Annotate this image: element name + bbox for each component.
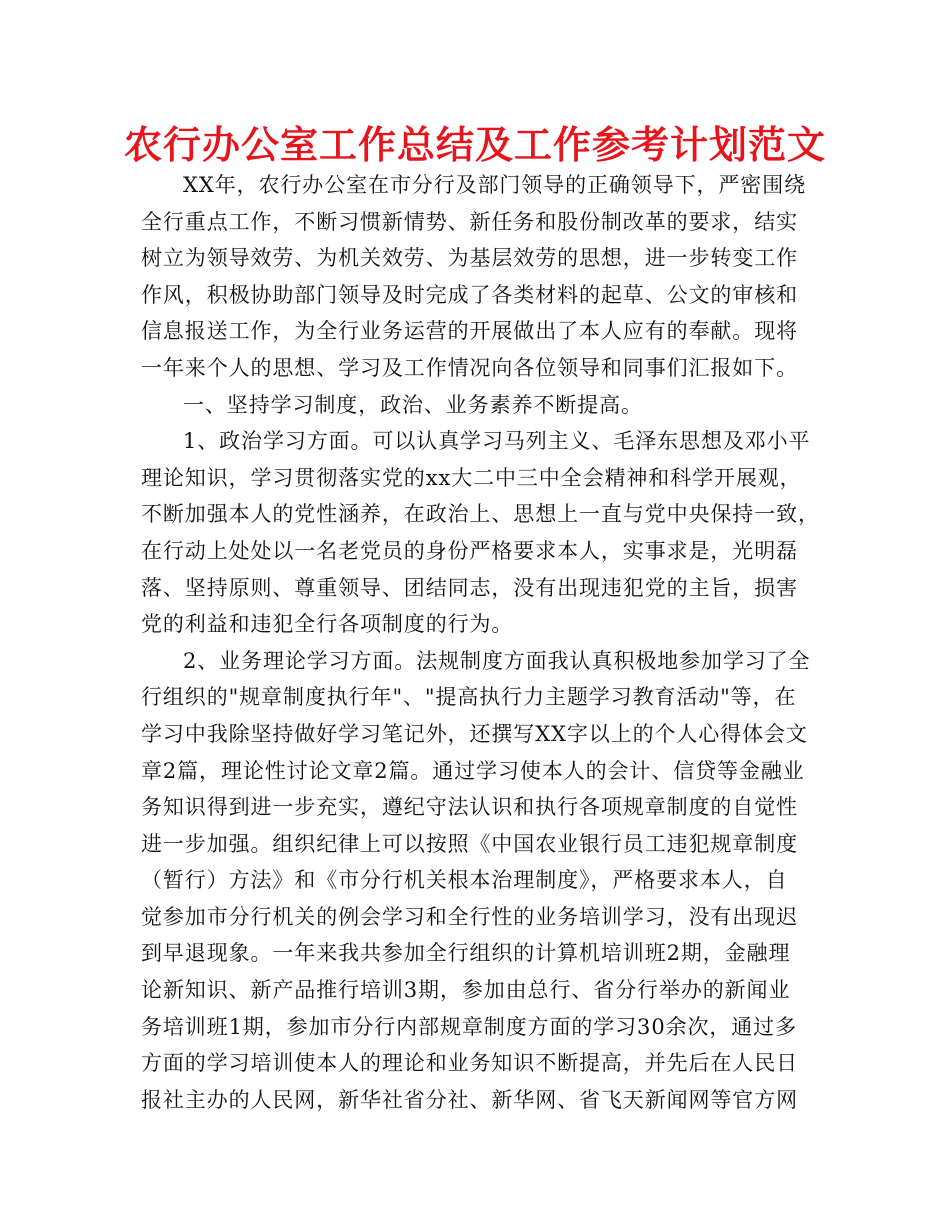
- paragraph-line: 全行重点工作，不断习惯新情势、新任务和股份制改革的要求，结实: [141, 209, 798, 234]
- paragraph-line: 方面的学习培训使本人的理论和业务知识不断提高，并先后在人民日: [141, 1051, 798, 1076]
- paragraph-line: 在行动上处处以一名老党员的身份严格要求本人，实事求是，光明磊: [141, 538, 798, 563]
- paragraph-line: 论新知识、新产品推行培训3期，参加由总行、省分行举办的新闻业: [141, 978, 791, 1003]
- paragraph-line: 务培训班1期，参加市分行内部规章制度方面的学习30余次，通过多: [141, 1014, 797, 1039]
- paragraph-line: 进一步加强。组织纪律上可以按照《中国农业银行员工违犯规章制度: [141, 831, 798, 856]
- paragraph-line: 章2篇，理论性讨论文章2篇。通过学习使本人的会计、信贷等金融业: [141, 758, 805, 783]
- paragraph-line: 1、政治学习方面。可以认真学习马列主义、毛泽东思想及邓小平: [183, 429, 811, 454]
- paragraph-line: 落、坚持原则、尊重领导、团结同志，没有出现违犯党的主旨，损害: [141, 575, 798, 600]
- paragraph-line: 觉参加市分行机关的例会学习和全行性的业务培训学习，没有出现迟: [141, 904, 798, 929]
- paragraph-line: 行组织的"规章制度执行年"、"提高执行力主题学习教育活动"等，在: [141, 685, 797, 710]
- paragraph-line: 到早退现象。一年来我共参加全行组织的计算机培训班2期，金融理: [141, 941, 791, 966]
- paragraph-line: 务知识得到进一步充实，遵纪守法认识和执行各项规章制度的自觉性: [141, 795, 798, 820]
- paragraph-line: 一年来个人的思想、学习及工作情况向各位领导和同事们汇报如下。: [141, 355, 798, 380]
- paragraph-line: 理论知识，学习贯彻落实党的xx大二中三中全会精神和科学开展观，: [141, 465, 802, 490]
- document-body: [141, 167, 820, 1118]
- paragraph-line: 2、业务理论学习方面。法规制度方面我认真积极地参加学习了全: [183, 648, 811, 673]
- paragraph-line: （暂行）方法》和《市分行机关根本治理制度》，严格要求本人，自: [141, 868, 788, 893]
- paragraph-line: 不断加强本人的党性涵养，在政治上、思想上一直与党中央保持一致，: [141, 502, 820, 527]
- paragraph-line: 树立为领导效劳、为机关效劳、为基层效劳的思想，进一步转变工作: [141, 246, 798, 271]
- paragraph-line: 党的利益和违犯全行各项制度的行为。: [141, 612, 514, 637]
- paragraph-line: 信息报送工作，为全行业务运营的开展做出了本人应有的奉献。现将: [141, 319, 798, 344]
- section-heading: 一、坚持学习制度，政治、业务素养不断提高。: [183, 392, 643, 417]
- paragraph-line: 报社主办的人民网，新华社省分社、新华网、省飞天新闻网等官方网: [141, 1087, 798, 1112]
- document-title: 农行办公室工作总结及工作参考计划范文: [123, 123, 826, 167]
- paragraph-line: 作风，积极协助部门领导及时完成了各类材料的起草、公文的审核和: [141, 282, 798, 307]
- paragraph-line: 学习中我除坚持做好学习笔记外，还撰写XX字以上的个人心得体会文: [141, 721, 808, 746]
- paragraph-line: XX年，农行办公室在市分行及部门领导的正确领导下，严密围绕: [183, 173, 806, 197]
